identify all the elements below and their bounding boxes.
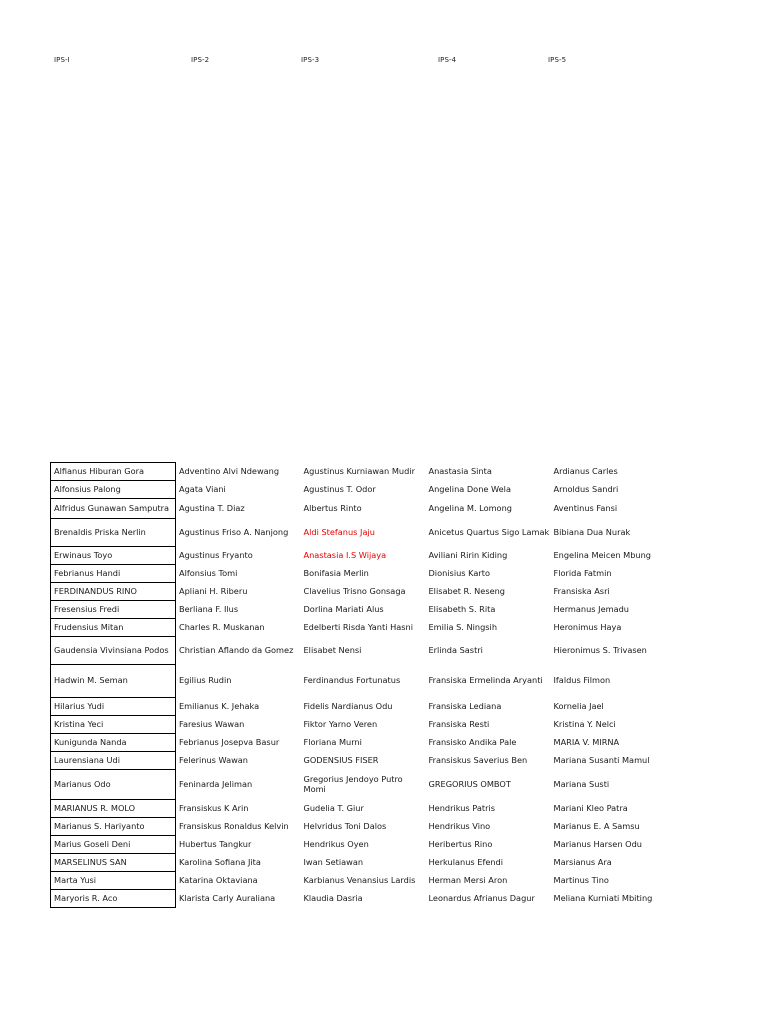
student-name-table	[50, 462, 719, 908]
name-cell-ips-2: Egilius Rudin	[179, 675, 232, 686]
name-cell-ips-1: Maryoris R. Aco	[51, 890, 176, 908]
name-cell-ips-1: Marianus S. Hariyanto	[51, 818, 176, 836]
name-cell-ips-1: Alfridus Gunawan Samputra	[51, 499, 176, 519]
name-cell-ips-2: Faresius Wawan	[179, 718, 245, 729]
name-cell-ips-4: Herkulanus Efendi	[428, 856, 504, 867]
name-cell-ips-2: Hubertus Tangkur	[179, 838, 252, 849]
name-cell-ips-4: Anastasia Sinta	[428, 465, 492, 476]
table-row	[51, 601, 719, 619]
name-cell-ips-4: Elisabeth S. Rita	[428, 603, 496, 614]
table-row	[51, 890, 719, 908]
name-cell-ips-2: Agustinus Fryanto	[179, 549, 253, 560]
name-cell-ips-5: Marianus E. A Samsu	[553, 820, 640, 831]
name-cell-ips-2: Karolina Sofiana Jita	[179, 856, 261, 867]
name-cell-ips-3: Edelberti Risda Yanti Hasni	[303, 621, 413, 632]
name-cell-ips-5: Hieronimus S. Trivasen	[553, 644, 647, 655]
name-cell-ips-2: Apliani H. Riberu	[179, 585, 248, 596]
name-cell-ips-5: Heronimus Haya	[553, 621, 622, 632]
name-cell-ips-1: Marta Yusi	[51, 872, 176, 890]
name-cell-ips-3: Ferdinandus Fortunatus	[303, 675, 401, 686]
name-cell-ips-1: Marius Goseli Deni	[51, 836, 176, 854]
name-cell-ips-3: Hendrikus Oyen	[303, 838, 369, 849]
name-cell-ips-5: Arnoldus Sandri	[553, 483, 619, 494]
name-cell-ips-3: Agustinus T. Odor	[303, 483, 376, 494]
name-cell-ips-4: Angelina Done Wela	[428, 483, 511, 494]
name-cell-ips-1: Alfonsius Palong	[51, 481, 176, 499]
name-cell-ips-3: Albertus Rinto	[303, 502, 362, 513]
name-cell-ips-1: Laurensiana Udi	[51, 752, 176, 770]
name-cell-ips-5: Marsianus Ara	[553, 856, 612, 867]
name-cell-ips-3: Gudelia T. Giur	[303, 802, 364, 813]
name-cell-ips-4: Erlinda Sastri	[428, 644, 483, 655]
name-cell-ips-2: Agata Viani	[179, 483, 226, 494]
name-cell-ips-5: Marianus Harsen Odu	[553, 838, 642, 849]
table-row	[51, 519, 719, 547]
name-cell-ips-1: MARSELINUS SAN	[51, 854, 176, 872]
name-cell-ips-4: Fransiska Resti	[428, 718, 490, 729]
name-cell-ips-3: Agustinus Kurniawan Mudir	[303, 465, 415, 476]
name-cell-ips-3: Klaudia Dasria	[303, 892, 363, 903]
name-cell-ips-2: Fransiskus K Arin	[179, 802, 249, 813]
name-cell-ips-3: Floriana Murni	[303, 736, 362, 747]
name-cell-ips-5: Aventinus Fansi	[553, 502, 618, 513]
name-cell-ips-2: Klarista Carly Auraliana	[179, 892, 276, 903]
name-cell-ips-5: Ifaldus Filmon	[553, 675, 611, 686]
header-ips-3: IPS-3	[301, 56, 320, 64]
name-cell-ips-5: Martinus Tino	[553, 874, 609, 885]
name-cell-ips-5: Kristina Y. Nelci	[553, 718, 616, 729]
name-cell-ips-4: Aviliani Ririn Kiding	[428, 549, 508, 560]
name-cell-ips-1: Fresensius Fredi	[51, 601, 176, 619]
table-row	[51, 637, 719, 665]
name-cell-ips-4: Fransiskus Saverius Ben	[428, 754, 528, 765]
name-cell-ips-5: Florida Fatmin	[553, 567, 612, 578]
name-cell-ips-3: Aldi Stefanus Jaju	[303, 526, 375, 537]
name-cell-ips-3: Dorlina Mariati Alus	[303, 603, 384, 614]
header-ips-1: IPS-I	[54, 56, 70, 64]
name-cell-ips-5: Hermanus Jemadu	[553, 603, 629, 614]
name-cell-ips-5: Mariani Kleo Patra	[553, 802, 628, 813]
name-cell-ips-4: Angelina M. Lomong	[428, 502, 512, 513]
name-cell-ips-1: Alfianus Hiburan Gora	[51, 463, 176, 481]
name-cell-ips-5: Mariana Susti	[553, 778, 610, 789]
table-row	[51, 734, 719, 752]
table-row	[51, 547, 719, 565]
name-cell-ips-1: Hadwin M. Seman	[51, 665, 176, 698]
header-ips-4: IPS-4	[438, 56, 457, 64]
table-row	[51, 836, 719, 854]
name-cell-ips-3: Karbianus Venansius Lardis	[303, 874, 416, 885]
table-row	[51, 770, 719, 800]
name-cell-ips-3: Elisabet Nensi	[303, 644, 362, 655]
name-cell-ips-2: Febrianus Josepva Basur	[179, 736, 280, 747]
name-cell-ips-1: Febrianus Handi	[51, 565, 176, 583]
table-row	[51, 854, 719, 872]
name-cell-ips-4: Elisabet R. Neseng	[428, 585, 506, 596]
name-cell-ips-1: Hilarius Yudi	[51, 698, 176, 716]
table-row	[51, 716, 719, 734]
table-row	[51, 583, 719, 601]
name-cell-ips-4: Leonardus Afrianus Dagur	[428, 892, 535, 903]
name-cell-ips-5: Kornelia Jael	[553, 700, 604, 711]
table-row	[51, 818, 719, 836]
name-cell-ips-5: Ardianus Carles	[553, 465, 618, 476]
name-cell-ips-3: Helvridus Toni Dalos	[303, 820, 387, 831]
name-cell-ips-2: Adventino Alvi Ndewang	[179, 465, 280, 476]
name-cell-ips-5: MARIA V. MIRNA	[553, 736, 620, 747]
name-cell-ips-1: Kristina Yeci	[51, 716, 176, 734]
name-cell-ips-3: Fidelis Nardianus Odu	[303, 700, 393, 711]
name-cell-ips-1: Frudensius Mitan	[51, 619, 176, 637]
name-cell-ips-4: Anicetus Quartus Sigo Lamak	[428, 526, 550, 537]
name-cell-ips-3: GODENSIUS FISER	[303, 754, 379, 765]
name-cell-ips-1: Gaudensia Vivinsiana Podos	[51, 637, 176, 665]
table-row	[51, 800, 719, 818]
name-cell-ips-3: Bonifasia Merlin	[303, 567, 369, 578]
name-cell-ips-5: Engelina Meicen Mbung	[553, 549, 651, 560]
header-ips-2: IPS-2	[191, 56, 210, 64]
name-cell-ips-3: Clavelius Trisno Gonsaga	[303, 585, 406, 596]
name-cell-ips-4: Fransiska Ermelinda Aryanti	[428, 675, 543, 686]
name-cell-ips-3: Fiktor Yarno Veren	[303, 718, 378, 729]
name-cell-ips-4: GREGORIUS OMBOT	[428, 778, 511, 789]
name-cell-ips-2: Felerinus Wawan	[179, 754, 248, 765]
table-row	[51, 463, 719, 481]
name-cell-ips-1: Brenaldis Priska Nerlin	[51, 519, 176, 547]
name-cell-ips-1: FERDINANDUS RINO	[51, 583, 176, 601]
header-ips-5: IPS-5	[548, 56, 567, 64]
name-cell-ips-4: Fransiska Lediana	[428, 700, 502, 711]
name-cell-ips-3: Anastasia I.S Wijaya	[303, 549, 387, 560]
name-cell-ips-3: Gregorius Jendoyo Putro Momi	[303, 773, 403, 794]
name-cell-ips-2: Feninarda Jeliman	[179, 778, 253, 789]
name-cell-ips-2: Agustina T. Diaz	[179, 502, 245, 513]
name-cell-ips-2: Agustinus Friso A. Nanjong	[179, 526, 289, 537]
table-row	[51, 752, 719, 770]
name-cell-ips-5: Meliana Kurniati Mbiting	[553, 892, 653, 903]
table-row	[51, 499, 719, 519]
name-cell-ips-4: Hendrikus Vino	[428, 820, 491, 831]
name-cell-ips-2: Emilianus K. Jehaka	[179, 700, 260, 711]
name-cell-ips-2: Alfonsius Tomi	[179, 567, 238, 578]
name-cell-ips-2: Christian Aflando da Gomez	[179, 644, 294, 655]
name-cell-ips-5: Fransiska Asri	[553, 585, 610, 596]
name-cell-ips-2: Katarina Oktaviana	[179, 874, 258, 885]
name-cell-ips-2: Fransiskus Ronaldus Kelvin	[179, 820, 289, 831]
name-cell-ips-2: Charles R. Muskanan	[179, 621, 265, 632]
name-cell-ips-1: Kunigunda Nanda	[51, 734, 176, 752]
name-cell-ips-2: Berliana F. Ilus	[179, 603, 239, 614]
name-cell-ips-1: Marianus Odo	[51, 770, 176, 800]
name-cell-ips-4: Hendrikus Patris	[428, 802, 495, 813]
table-row	[51, 698, 719, 716]
name-cell-ips-4: Heribertus Rino	[428, 838, 493, 849]
name-cell-ips-4: Herman Mersi Aron	[428, 874, 508, 885]
name-cell-ips-5: Mariana Susanti Mamul	[553, 754, 650, 765]
name-cell-ips-4: Emilia S. Ningsih	[428, 621, 498, 632]
table-row	[51, 872, 719, 890]
table-row	[51, 481, 719, 499]
name-cell-ips-1: MARIANUS R. MOLO	[51, 800, 176, 818]
name-cell-ips-4: Fransisko Andika Pale	[428, 736, 517, 747]
name-cell-ips-4: Dionisius Karto	[428, 567, 490, 578]
table-row	[51, 565, 719, 583]
name-cell-ips-5: Bibiana Dua Nurak	[553, 526, 631, 537]
table-row	[51, 619, 719, 637]
name-cell-ips-3: Iwan Setiawan	[303, 856, 364, 867]
table-row	[51, 665, 719, 698]
name-cell-ips-1: Erwinaus Toyo	[51, 547, 176, 565]
